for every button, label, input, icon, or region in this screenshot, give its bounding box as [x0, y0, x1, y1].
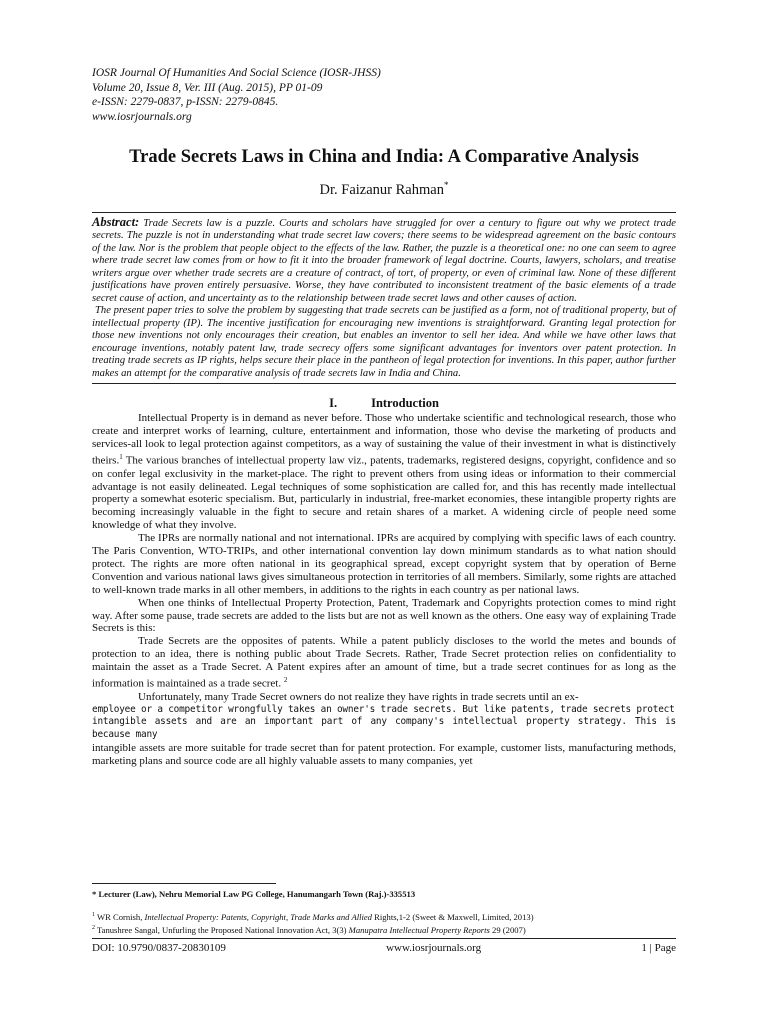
paragraph-1-text-a: Intellectual Property is in demand as never before. Those who undertake scientific and technological research, those who create and interpret works of learning, culture, entertainment and information, those who devise the marketing of products and services-all look to legal protection against competitors, as a way of sustaining the value of their investment in what is distinctively theirs.: [92, 412, 676, 467]
journal-issn: e-ISSN: 2279-0837, p-ISSN: 2279-0845.: [92, 96, 279, 108]
author-line: [92, 180, 676, 199]
abstract-label: Abstract:: [92, 214, 140, 229]
footnote-2: [92, 923, 676, 936]
footnote-1-text-b: Rights,1-2 (Sweet & Maxwell, Limited, 2013): [371, 911, 534, 922]
paragraph-3: When one thinks of Intellectual Property Protection, Patent, Trademark and Copyrights protection comes to mind right way. After some pause, trade secrets are added to the lists but are not as well known as the others. One easy way of explaining Trade Secrets is this:: [92, 596, 676, 635]
section-number: I.: [329, 396, 338, 411]
footer-website[interactable]: www.iosrjournals.org: [386, 942, 482, 954]
abstract-paragraph-1: [92, 216, 676, 306]
paragraph-2: The IPRs are normally national and not international. IPRs are acquired by complying with specific laws of each country. The Paris Convention, WTO-TRIPs, and other international convention lay down minimum standards as to what nation should protect. The rights are more often national in its geographical spread, except copyright system that by operation of Berne Convention and various national laws gives simultaneous protection in territories of all members. Similarly, some rights are attached to well-known trade marks in all other members, in additions to the rights in each country as per national laws.: [92, 532, 676, 596]
section-title: Introduction: [371, 396, 439, 411]
paper-title: Trade Secrets Laws in China and India: A Comparative Analysis: [129, 147, 639, 167]
abstract-paragraph-2: The present paper tries to solve the problem by suggesting that trade secrets can be justified as a form, not of traditional property, but of intellectual property (IP). The incentive justification for encouraging new inventions is straightforward. Granting legal protection for those new inventions not only encourages their creation, but enables an inventor to sell her idea. And while we have other laws that encourage inventions, notably patent law, trade secrecy offers some significant advantages for inventors over patent protection. In treating trade secrets as IP rights, helps secure their place in the pantheon of legal protection for inventions. In this paper, author further makes an attempt for the comparative analysis of trade secrets law in India and China.: [92, 305, 676, 379]
page-footer: [92, 942, 676, 954]
section-heading: [92, 396, 676, 411]
paragraph-5-text-a: Unfortunately, many Trade Secret owners do not realize they have rights in trade secrets until an ex-: [138, 690, 579, 703]
abstract: [92, 212, 676, 385]
author-footnote-mark[interactable]: *: [443, 180, 449, 190]
footer-page-number: 1 | Page: [641, 942, 676, 954]
footnote-2-text-b: 29 (2007): [489, 924, 526, 935]
footnote-2-text-a: Tanushree Sangal, Unfurling the Proposed National Innovation Act, 3(3): [95, 924, 349, 935]
author-name: Dr. Faizanur Rahman: [319, 181, 444, 198]
journal-website[interactable]: www.iosrjournals.org: [92, 110, 192, 123]
footnote-1-italic: Intellectual Property: Patents, Copyright, Trade Marks and Allied: [144, 911, 372, 922]
paragraph-5-mono-line-1: employee or a competitor wrongfully takes an owner's trade secrets. But like patents, trade secrets protect: [92, 703, 675, 715]
paragraph-5: [92, 691, 676, 704]
footnote-1-text-a: WR Cornish,: [95, 911, 145, 922]
journal-name: IOSR Journal Of Humanities And Social Science (IOSR-JHSS): [92, 67, 381, 79]
footnote-ref-2[interactable]: 2: [283, 676, 288, 685]
footnote-2-italic: Manupatra Intellectual Property Reports: [348, 924, 490, 935]
footnotes: [92, 889, 676, 936]
author-affiliation-note: * Lecturer (Law), Nehru Memorial Law PG College, Hanumangarh Town (Raj.)-335513: [92, 889, 416, 899]
abstract-text-1: Trade Secrets law is a puzzle. Courts and scholars have struggled for over a century to figure out why we protect trade secrets. The puzzle is not in understanding what trade secret law covers; there seems to be widespread agreement on the basic contours of the law. Nor is the problem that people object to the effects of the law. Rather, the puzzle is a theoretical one: no one can seem to agree where trade secret law comes from or how to fit it into the broader framework of legal doctrine. Courts, lawyers, scholars, and treatise writers argue over whether trade secrets are a creature of contract, of tort, of property, or even of criminal law. None of these different justifications have proven entirely persuasive. Worse, they have contributed to inconsistent treatment of the basic elements of a trade secret cause of action, and uncertainty as to the relationship between trade secret laws and other causes of action.: [92, 217, 676, 304]
footnote-ref-1[interactable]: 1: [119, 453, 123, 462]
footer-divider: [92, 938, 676, 939]
body-text: [92, 412, 676, 768]
footer-doi[interactable]: DOI: 10.9790/0837-20830109: [92, 942, 226, 954]
journal-volume: Volume 20, Issue 8, Ver. III (Aug. 2015), PP 01-09: [92, 81, 323, 94]
paragraph-5-mono-line-2: intangible assets and are an important part of any company's intellectual property strategy. This is because many: [92, 716, 676, 741]
footnote-1: [92, 910, 676, 923]
paragraph-4-text: Trade Secrets are the opposites of patents. While a patent publicly discloses to the world the metes and bounds of protection to an idea, there is nothing public about Trade Secrets. Rather, Trade Secret protection relies on confidentiality to maintain the asset as a Trade Secret. A Patent expires after an amount of time, but a trade secret continues for as long as the information is maintained as a trade secret.: [92, 635, 676, 690]
journal-header: [92, 66, 676, 124]
paragraph-1: [92, 412, 676, 532]
footnote-2-number: 2: [92, 924, 95, 931]
footnote-divider: [92, 883, 276, 884]
paragraph-5-text-b: intangible assets are more suitable for trade secret than for patent protection. For example, customer lists, manufacturing methods, marketing plans and source code are all highly valuable assets to many companies, yet: [92, 742, 676, 768]
footnote-1-number: 1: [92, 911, 95, 918]
paragraph-1-text-b: The various branches of intellectual property law viz., patents, trademarks, registered designs, copyright, confidence and so on confer legal exclusivity in the market-place. The right to prevent others from using ideas or information to their commercial advantage is not easily delineated. Legal techniques of some sophistication are called for, and this has recently made intellectual property a somewhat esoteric specialism. But, particularly in industrial, free-market economies, these intangible property rights are becoming increasingly valuable in the fight to secure and retain shares of a market. A widening circle of people need some knowledge of what they involve.: [92, 454, 676, 532]
paragraph-4: [92, 635, 676, 690]
